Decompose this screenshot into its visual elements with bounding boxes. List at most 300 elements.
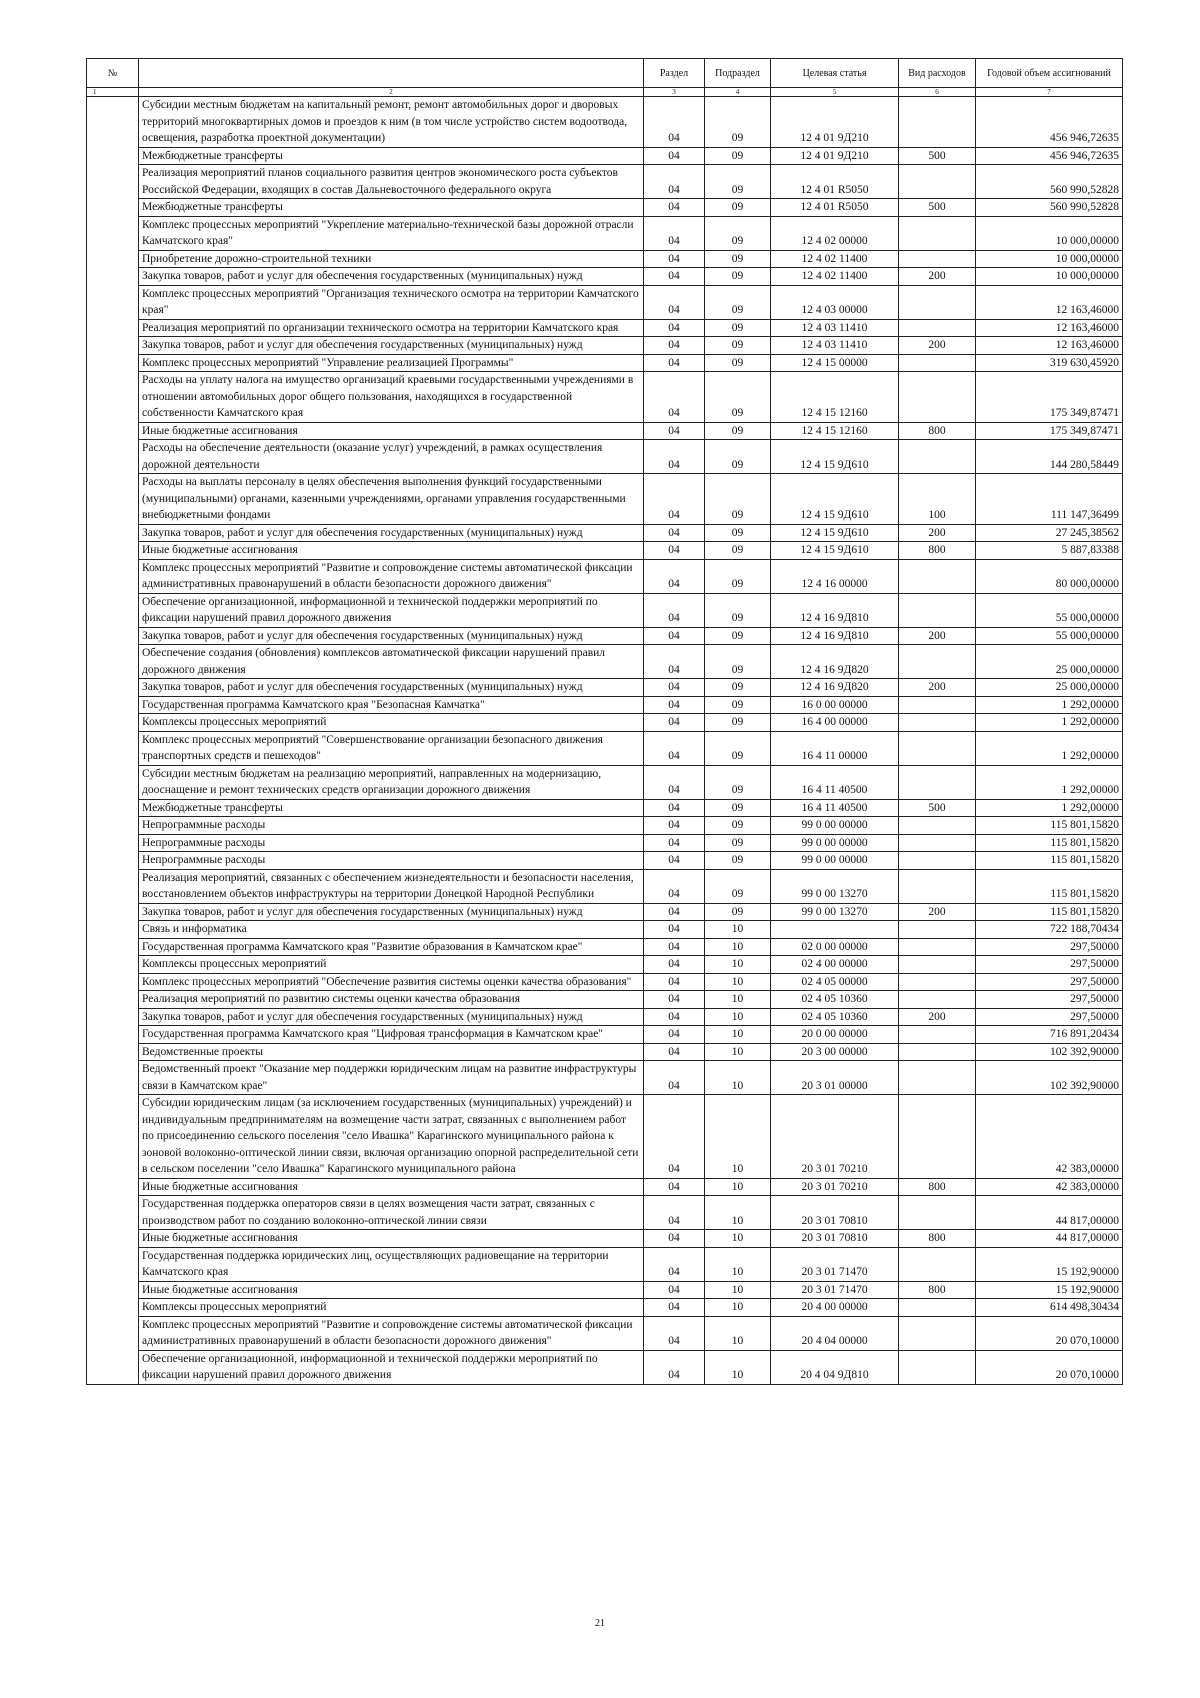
cell-num (87, 524, 139, 542)
cell-razdel: 04 (644, 1061, 705, 1095)
cell-celevaya: 99 0 00 13270 (771, 869, 899, 903)
cell-celevaya: 20 3 01 71470 (771, 1247, 899, 1281)
cell-name: Комплекс процессных мероприятий "Управление реализацией Программы" (139, 354, 644, 372)
cell-num (87, 799, 139, 817)
cell-celevaya: 12 4 16 9Д810 (771, 593, 899, 627)
cell-razdel: 04 (644, 1247, 705, 1281)
table-row (87, 645, 1123, 679)
cell-name: Ведомственные проекты (139, 1043, 644, 1061)
table-row (87, 422, 1123, 440)
cell-podrazdel: 09 (705, 440, 771, 474)
cell-podrazdel: 09 (705, 268, 771, 286)
cell-name: Реализация мероприятий по развитию системы оценки качества образования (139, 991, 644, 1009)
cell-podrazdel: 09 (705, 731, 771, 765)
cell-name: Расходы на обеспечение деятельности (оказание услуг) учреждений, в рамках осуществления дорожной деятельности (139, 440, 644, 474)
cell-podrazdel: 09 (705, 903, 771, 921)
cell-celevaya: 99 0 00 00000 (771, 817, 899, 835)
cell-vid (899, 372, 976, 423)
cell-vid (899, 1196, 976, 1230)
cell-num (87, 903, 139, 921)
cell-razdel: 04 (644, 372, 705, 423)
cell-razdel: 04 (644, 869, 705, 903)
cell-razdel: 04 (644, 1043, 705, 1061)
cell-podrazdel: 10 (705, 921, 771, 939)
cell-vid (899, 834, 976, 852)
cell-summa: 175 349,87471 (976, 372, 1123, 423)
cell-summa: 115 801,15820 (976, 903, 1123, 921)
cell-vid (899, 250, 976, 268)
cell-name: Иные бюджетные ассигнования (139, 422, 644, 440)
table-row (87, 216, 1123, 250)
table-row (87, 817, 1123, 835)
cell-num (87, 991, 139, 1009)
cell-name: Комплексы процессных мероприятий (139, 714, 644, 732)
cell-razdel: 04 (644, 199, 705, 217)
cell-razdel: 04 (644, 973, 705, 991)
cell-name: Ведомственный проект "Оказание мер поддержки юридическим лицам на развитие инфраструктуры связи в Камчатском крае" (139, 1061, 644, 1095)
cell-num (87, 1178, 139, 1196)
cell-name: Закупка товаров, работ и услуг для обеспечения государственных (муниципальных) нужд (139, 627, 644, 645)
cell-name: Межбюджетные трансферты (139, 147, 644, 165)
cell-vid (899, 440, 976, 474)
cell-summa: 144 280,58449 (976, 440, 1123, 474)
table-row (87, 799, 1123, 817)
cell-celevaya: 12 4 15 12160 (771, 372, 899, 423)
cell-razdel: 04 (644, 714, 705, 732)
cell-vid (899, 956, 976, 974)
cell-summa: 175 349,87471 (976, 422, 1123, 440)
cell-razdel: 04 (644, 799, 705, 817)
cell-vid (899, 765, 976, 799)
cell-razdel: 04 (644, 817, 705, 835)
cell-num (87, 1095, 139, 1179)
header-celevaya: Целевая статья (771, 59, 899, 88)
cell-vid (899, 869, 976, 903)
header-razdel: Раздел (644, 59, 705, 88)
cell-podrazdel: 10 (705, 1316, 771, 1350)
cell-summa: 716 891,20434 (976, 1026, 1123, 1044)
cell-vid: 200 (899, 627, 976, 645)
table-row (87, 147, 1123, 165)
cell-celevaya: 16 4 11 40500 (771, 799, 899, 817)
cell-name: Непрограммные расходы (139, 834, 644, 852)
cell-name: Иные бюджетные ассигнования (139, 1178, 644, 1196)
cell-name: Иные бюджетные ассигнования (139, 1281, 644, 1299)
cell-summa: 115 801,15820 (976, 817, 1123, 835)
cell-podrazdel: 10 (705, 973, 771, 991)
cell-name: Субсидии местным бюджетам на капитальный ремонт, ремонт автомобильных дорог и дворовых территорий многоквартирных домов и проездов к ним (в том числе устройство систем водоотвода, освещения, разработка проектной документации) (139, 97, 644, 148)
table-row (87, 337, 1123, 355)
column-number-6: 6 (899, 88, 976, 97)
cell-razdel: 04 (644, 165, 705, 199)
cell-name: Закупка товаров, работ и услуг для обеспечения государственных (муниципальных) нужд (139, 679, 644, 697)
cell-summa: 55 000,00000 (976, 593, 1123, 627)
cell-name: Государственная поддержка юридических лиц, осуществляющих радиовещание на территории Камчатского края (139, 1247, 644, 1281)
table-row (87, 1026, 1123, 1044)
cell-razdel: 04 (644, 938, 705, 956)
cell-podrazdel: 09 (705, 372, 771, 423)
table-row (87, 268, 1123, 286)
cell-razdel: 04 (644, 991, 705, 1009)
cell-razdel: 04 (644, 921, 705, 939)
table-row (87, 319, 1123, 337)
cell-summa: 10 000,00000 (976, 250, 1123, 268)
cell-podrazdel: 09 (705, 165, 771, 199)
cell-razdel: 04 (644, 1008, 705, 1026)
cell-name: Связь и информатика (139, 921, 644, 939)
cell-vid (899, 1299, 976, 1317)
cell-razdel: 04 (644, 1196, 705, 1230)
cell-vid: 500 (899, 199, 976, 217)
cell-podrazdel: 09 (705, 593, 771, 627)
cell-name: Расходы на уплату налога на имущество организаций краевыми государственными учреждениями в отношении автомобильных дорог общего пользования, находящихся в государственной собственности Камчатского края (139, 372, 644, 423)
cell-podrazdel: 10 (705, 1247, 771, 1281)
cell-razdel: 04 (644, 1299, 705, 1317)
cell-summa: 111 147,36499 (976, 474, 1123, 525)
cell-name: Комплекс процессных мероприятий "Совершенствование организации безопасного движения транспортных средств и пешеходов" (139, 731, 644, 765)
cell-num (87, 765, 139, 799)
cell-num (87, 696, 139, 714)
cell-num (87, 147, 139, 165)
cell-razdel: 04 (644, 559, 705, 593)
cell-celevaya: 16 4 11 00000 (771, 731, 899, 765)
cell-vid (899, 593, 976, 627)
table-row (87, 1008, 1123, 1026)
table-row (87, 1095, 1123, 1179)
cell-num (87, 337, 139, 355)
cell-razdel: 04 (644, 1095, 705, 1179)
cell-name: Иные бюджетные ассигнования (139, 542, 644, 560)
cell-summa: 42 383,00000 (976, 1095, 1123, 1179)
table-row (87, 559, 1123, 593)
cell-name: Иные бюджетные ассигнования (139, 1230, 644, 1248)
cell-vid (899, 97, 976, 148)
cell-num (87, 921, 139, 939)
cell-razdel: 04 (644, 285, 705, 319)
cell-summa: 42 383,00000 (976, 1178, 1123, 1196)
cell-num (87, 973, 139, 991)
header-num: № (87, 59, 139, 88)
cell-podrazdel: 09 (705, 524, 771, 542)
cell-podrazdel: 09 (705, 319, 771, 337)
column-number-3: 3 (644, 88, 705, 97)
cell-num (87, 474, 139, 525)
cell-num (87, 1230, 139, 1248)
cell-vid: 800 (899, 1281, 976, 1299)
cell-celevaya: 20 4 00 00000 (771, 1299, 899, 1317)
cell-celevaya: 20 3 01 70810 (771, 1230, 899, 1248)
cell-name: Государственная программа Камчатского края "Развитие образования в Камчатском крае" (139, 938, 644, 956)
cell-num (87, 422, 139, 440)
table-row (87, 1230, 1123, 1248)
cell-vid (899, 559, 976, 593)
cell-num (87, 199, 139, 217)
cell-vid (899, 319, 976, 337)
cell-podrazdel: 10 (705, 1350, 771, 1384)
column-number-5: 5 (771, 88, 899, 97)
cell-summa: 1 292,00000 (976, 799, 1123, 817)
cell-razdel: 04 (644, 422, 705, 440)
cell-name: Расходы на выплаты персоналу в целях обеспечения выполнения функций государственными (муниципальными) органами, казенными учреждениями, органами управления государственными внебюджетными фондами (139, 474, 644, 525)
cell-summa: 44 817,00000 (976, 1230, 1123, 1248)
cell-celevaya: 12 4 03 11410 (771, 319, 899, 337)
table-header (87, 59, 1123, 97)
table-row (87, 542, 1123, 560)
table-row (87, 991, 1123, 1009)
cell-num (87, 542, 139, 560)
cell-podrazdel: 09 (705, 714, 771, 732)
cell-razdel: 04 (644, 268, 705, 286)
cell-vid (899, 696, 976, 714)
cell-podrazdel: 10 (705, 991, 771, 1009)
cell-summa: 614 498,30434 (976, 1299, 1123, 1317)
cell-celevaya: 20 3 01 00000 (771, 1061, 899, 1095)
cell-vid: 100 (899, 474, 976, 525)
cell-celevaya: 99 0 00 00000 (771, 852, 899, 870)
cell-num (87, 817, 139, 835)
cell-name: Непрограммные расходы (139, 817, 644, 835)
cell-vid (899, 1316, 976, 1350)
cell-name: Комплекс процессных мероприятий "Развитие и сопровождение системы автоматической фиксации административных правонарушений в области безопасности дорожного движения" (139, 1316, 644, 1350)
table-row (87, 869, 1123, 903)
cell-summa: 12 163,46000 (976, 285, 1123, 319)
cell-vid: 200 (899, 903, 976, 921)
cell-summa: 10 000,00000 (976, 216, 1123, 250)
cell-celevaya: 16 4 00 00000 (771, 714, 899, 732)
table-row (87, 1196, 1123, 1230)
cell-vid (899, 991, 976, 1009)
cell-vid (899, 1043, 976, 1061)
cell-celevaya: 12 4 15 9Д610 (771, 474, 899, 525)
header-name (139, 59, 644, 88)
cell-name: Обеспечение организационной, информационной и технической поддержки мероприятий по фиксации нарушений правил дорожного движения (139, 1350, 644, 1384)
cell-razdel: 04 (644, 696, 705, 714)
cell-num (87, 97, 139, 148)
cell-celevaya: 20 0 00 00000 (771, 1026, 899, 1044)
table-row (87, 1061, 1123, 1095)
cell-celevaya: 12 4 02 11400 (771, 268, 899, 286)
cell-podrazdel: 10 (705, 1026, 771, 1044)
cell-name: Государственная поддержка операторов связи в целях возмещения части затрат, связанных с производством работ по созданию волоконно-оптической линии связи (139, 1196, 644, 1230)
cell-celevaya: 02 4 05 10360 (771, 991, 899, 1009)
cell-razdel: 04 (644, 852, 705, 870)
cell-num (87, 354, 139, 372)
cell-celevaya: 12 4 02 11400 (771, 250, 899, 268)
cell-podrazdel: 10 (705, 956, 771, 974)
cell-razdel: 04 (644, 593, 705, 627)
cell-podrazdel: 09 (705, 645, 771, 679)
cell-vid: 200 (899, 679, 976, 697)
cell-num (87, 1008, 139, 1026)
column-number-1: 1 (87, 88, 139, 97)
cell-name: Приобретение дорожно-строительной техники (139, 250, 644, 268)
cell-vid: 500 (899, 147, 976, 165)
cell-num (87, 1196, 139, 1230)
cell-vid (899, 921, 976, 939)
cell-name: Реализация мероприятий, связанных с обеспечением жизнедеятельности и безопасности населения, восстановлением объектов инфраструктуры на территории Донецкой Народной Республики (139, 869, 644, 903)
table-row (87, 165, 1123, 199)
cell-razdel: 04 (644, 319, 705, 337)
cell-podrazdel: 09 (705, 559, 771, 593)
table-row (87, 474, 1123, 525)
cell-name: Комплекс процессных мероприятий "Укрепление материально-технической базы дорожной отрасли Камчатского края" (139, 216, 644, 250)
cell-razdel: 04 (644, 1230, 705, 1248)
cell-razdel: 04 (644, 216, 705, 250)
cell-num (87, 1247, 139, 1281)
cell-num (87, 440, 139, 474)
cell-podrazdel: 09 (705, 542, 771, 560)
table-row (87, 285, 1123, 319)
cell-num (87, 250, 139, 268)
cell-vid (899, 354, 976, 372)
cell-name: Межбюджетные трансферты (139, 199, 644, 217)
header-podrazdel: Подраздел (705, 59, 771, 88)
cell-num (87, 852, 139, 870)
table-row (87, 1350, 1123, 1384)
header-summa: Годовой объем ассигнований (976, 59, 1123, 88)
cell-summa: 297,50000 (976, 973, 1123, 991)
cell-podrazdel: 10 (705, 1095, 771, 1179)
cell-summa: 722 188,70434 (976, 921, 1123, 939)
cell-podrazdel: 09 (705, 474, 771, 525)
cell-name: Государственная программа Камчатского края "Цифровая трансформация в Камчатском крае" (139, 1026, 644, 1044)
cell-summa: 5 887,83388 (976, 542, 1123, 560)
cell-summa: 20 070,10000 (976, 1316, 1123, 1350)
cell-num (87, 869, 139, 903)
cell-podrazdel: 10 (705, 938, 771, 956)
cell-razdel: 04 (644, 354, 705, 372)
cell-summa: 102 392,90000 (976, 1043, 1123, 1061)
cell-summa: 10 000,00000 (976, 268, 1123, 286)
table-row (87, 593, 1123, 627)
cell-name: Обеспечение организационной, информационной и технической поддержки мероприятий по фиксации нарушений правил дорожного движения (139, 593, 644, 627)
cell-summa: 560 990,52828 (976, 165, 1123, 199)
cell-name: Субсидии юридическим лицам (за исключением государственных (муниципальных) учреждений) и индивидуальным предпринимателям на возмещение части затрат, связанных с выполнением работ по присоединению сельского поселения "село Ивашка" Карагинского муниципального района к зоновой волоконно-оптической линии связи, включая организацию опорной распределительной сети в сельском поселении "село Ивашка" Карагинского муниципального района (139, 1095, 644, 1179)
table-row (87, 903, 1123, 921)
cell-num (87, 372, 139, 423)
cell-summa: 560 990,52828 (976, 199, 1123, 217)
cell-podrazdel: 09 (705, 97, 771, 148)
cell-summa: 1 292,00000 (976, 731, 1123, 765)
cell-name: Государственная программа Камчатского края "Безопасная Камчатка" (139, 696, 644, 714)
cell-summa: 1 292,00000 (976, 714, 1123, 732)
cell-celevaya: 12 4 03 00000 (771, 285, 899, 319)
cell-summa: 55 000,00000 (976, 627, 1123, 645)
cell-vid (899, 714, 976, 732)
table-row (87, 199, 1123, 217)
cell-razdel: 04 (644, 765, 705, 799)
cell-celevaya: 20 4 04 9Д810 (771, 1350, 899, 1384)
cell-celevaya: 99 0 00 13270 (771, 903, 899, 921)
header-vid: Вид расходов (899, 59, 976, 88)
cell-celevaya: 20 3 01 70810 (771, 1196, 899, 1230)
cell-celevaya: 12 4 16 9Д810 (771, 627, 899, 645)
cell-podrazdel: 09 (705, 216, 771, 250)
cell-summa: 15 192,90000 (976, 1281, 1123, 1299)
cell-razdel: 04 (644, 474, 705, 525)
cell-razdel: 04 (644, 542, 705, 560)
cell-celevaya: 20 3 01 70210 (771, 1095, 899, 1179)
page-number: 21 (595, 1618, 605, 1629)
cell-num (87, 1026, 139, 1044)
cell-name: Комплексы процессных мероприятий (139, 956, 644, 974)
cell-name: Комплекс процессных мероприятий "Развитие и сопровождение системы автоматической фиксации административных правонарушений в области безопасности дорожного движения" (139, 559, 644, 593)
cell-celevaya: 20 3 01 71470 (771, 1281, 899, 1299)
cell-razdel: 04 (644, 337, 705, 355)
cell-summa: 20 070,10000 (976, 1350, 1123, 1384)
cell-summa: 80 000,00000 (976, 559, 1123, 593)
cell-num (87, 1299, 139, 1317)
cell-vid (899, 1095, 976, 1179)
cell-razdel: 04 (644, 1316, 705, 1350)
cell-num (87, 268, 139, 286)
cell-name: Закупка товаров, работ и услуг для обеспечения государственных (муниципальных) нужд (139, 1008, 644, 1026)
column-number-7: 7 (976, 88, 1123, 97)
cell-podrazdel: 09 (705, 354, 771, 372)
cell-podrazdel: 10 (705, 1299, 771, 1317)
cell-summa: 1 292,00000 (976, 696, 1123, 714)
cell-vid (899, 1026, 976, 1044)
cell-celevaya: 12 4 16 9Д820 (771, 679, 899, 697)
table-row (87, 354, 1123, 372)
cell-celevaya: 20 4 04 00000 (771, 1316, 899, 1350)
budget-table-sheet (86, 58, 1122, 1385)
cell-podrazdel: 09 (705, 765, 771, 799)
cell-celevaya: 12 4 02 00000 (771, 216, 899, 250)
cell-podrazdel: 09 (705, 852, 771, 870)
cell-podrazdel: 09 (705, 679, 771, 697)
cell-razdel: 04 (644, 524, 705, 542)
cell-celevaya: 12 4 15 9Д610 (771, 524, 899, 542)
cell-vid (899, 973, 976, 991)
cell-razdel: 04 (644, 645, 705, 679)
table-row (87, 834, 1123, 852)
cell-name: Реализация мероприятий планов социального развития центров экономического роста субъектов Российской Федерации, входящих в состав Дальневосточного федерального округа (139, 165, 644, 199)
cell-podrazdel: 09 (705, 285, 771, 319)
cell-num (87, 645, 139, 679)
cell-name: Комплекс процессных мероприятий "Обеспечение развития системы оценки качества образования" (139, 973, 644, 991)
cell-podrazdel: 10 (705, 1230, 771, 1248)
table-row (87, 696, 1123, 714)
table-row (87, 1178, 1123, 1196)
cell-vid (899, 852, 976, 870)
cell-summa: 297,50000 (976, 938, 1123, 956)
cell-num (87, 1061, 139, 1095)
cell-vid: 200 (899, 337, 976, 355)
cell-razdel: 04 (644, 627, 705, 645)
cell-num (87, 1316, 139, 1350)
cell-razdel: 04 (644, 147, 705, 165)
cell-podrazdel: 10 (705, 1281, 771, 1299)
cell-summa: 456 946,72635 (976, 147, 1123, 165)
cell-name: Закупка товаров, работ и услуг для обеспечения государственных (муниципальных) нужд (139, 524, 644, 542)
cell-celevaya: 99 0 00 00000 (771, 834, 899, 852)
cell-vid: 800 (899, 1230, 976, 1248)
cell-num (87, 285, 139, 319)
cell-summa: 44 817,00000 (976, 1196, 1123, 1230)
cell-num (87, 216, 139, 250)
table-row (87, 1299, 1123, 1317)
cell-vid (899, 1350, 976, 1384)
cell-celevaya: 12 4 01 9Д210 (771, 97, 899, 148)
cell-name: Комплексы процессных мероприятий (139, 1299, 644, 1317)
cell-podrazdel: 10 (705, 1178, 771, 1196)
table-row (87, 852, 1123, 870)
cell-vid: 200 (899, 524, 976, 542)
cell-razdel: 04 (644, 1178, 705, 1196)
cell-celevaya: 12 4 16 00000 (771, 559, 899, 593)
cell-num (87, 1350, 139, 1384)
